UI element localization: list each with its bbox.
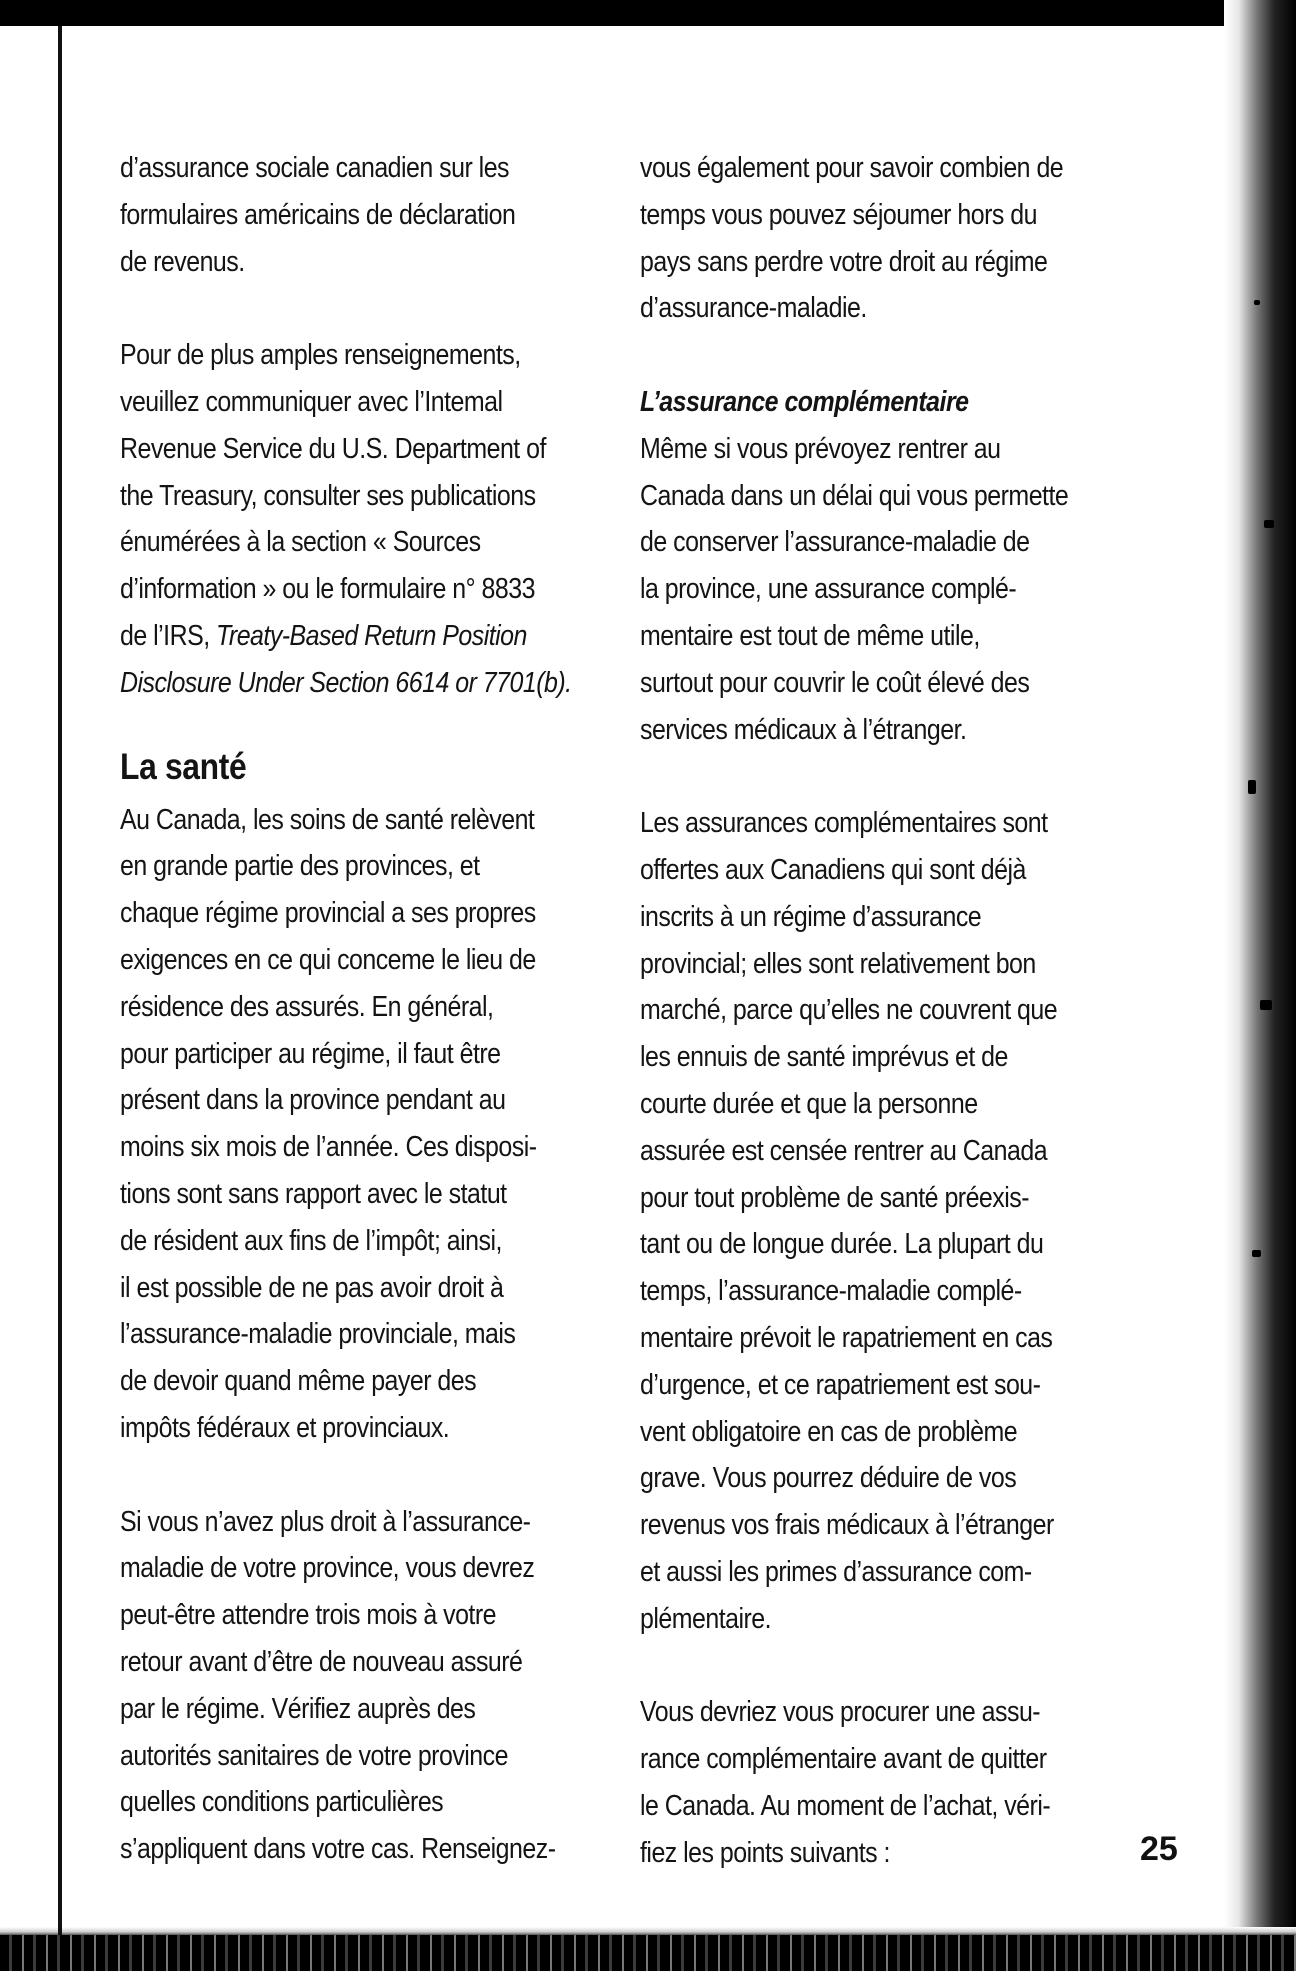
text-line: exigences en ce qui conceme le lieu de	[120, 943, 536, 976]
text-line: surtout pour couvrir le coût élevé des	[640, 666, 1030, 699]
left-column	[120, 145, 572, 1873]
text-line: énumérées à la section « Sources	[120, 526, 481, 559]
paragraph-gap	[640, 332, 1070, 379]
scan-border-top	[0, 0, 1296, 26]
binding-margin-line	[58, 26, 62, 1935]
text-line: présent dans la province pendant au	[120, 1084, 506, 1117]
right-paragraph-2	[640, 426, 1070, 754]
right-paragraph-1	[640, 145, 1070, 332]
text-line: il est possible de ne pas avoir droit à	[120, 1271, 504, 1304]
text-line: impôts fédéraux et provinciaux.	[120, 1411, 450, 1444]
text-line: marché, parce qu’elles ne couvrent que	[640, 994, 1058, 1027]
text-line: de résident aux fins de l’impôt; ainsi,	[120, 1224, 502, 1257]
text-line: vous également pour savoir combien de	[640, 152, 1064, 184]
paragraph-gap	[120, 285, 550, 332]
text-line	[120, 613, 550, 660]
text-line: quelles conditions particulières	[120, 1786, 444, 1819]
text-line: courte durée et que la personne	[640, 1087, 978, 1120]
scan-border-bottom	[0, 1935, 1296, 1971]
right-paragraph-3	[640, 800, 1070, 1642]
publication-title-part-1: Treaty-Based Return Position	[216, 619, 527, 652]
text-line: de revenus.	[120, 245, 245, 278]
text-line: de devoir quand même payer des	[120, 1365, 477, 1398]
text-line: chaque régime provincial a ses propres	[120, 897, 536, 930]
text-line: Les assurances complémentaires sont	[640, 807, 1048, 840]
paragraph-gap	[120, 1452, 550, 1499]
text-line: par le régime. Vérifiez auprès des	[120, 1692, 476, 1725]
text-line: d’urgence, et ce rapatriement est sou-	[640, 1368, 1041, 1401]
text-line: assurée est censée rentrer au Canada	[640, 1134, 1048, 1167]
text-line: et aussi les primes d’assurance com-	[640, 1555, 1032, 1588]
text-line: veuillez communiquer avec l’Intemal	[120, 385, 503, 418]
text-line: d’assurance-maladie.	[640, 292, 867, 325]
text-line: autorités sanitaires de votre province	[120, 1739, 508, 1772]
text-line: revenus vos frais médicaux à l’étranger	[640, 1509, 1054, 1542]
scan-border-right	[1224, 0, 1296, 1971]
scan-border-bottom-edge	[0, 1927, 1296, 1935]
text-line: retour avant d’être de nouveau assuré	[120, 1645, 523, 1678]
text-line: l’assurance-maladie provinciale, mais	[120, 1318, 516, 1351]
text-line: inscrits à un régime d’assurance	[640, 900, 982, 933]
text-line: mentaire est tout de même utile,	[640, 619, 980, 652]
section-heading: La santé	[120, 745, 247, 787]
text-line: maladie de votre province, vous devrez	[120, 1552, 535, 1585]
left-paragraph-4	[120, 1499, 556, 1873]
text-line: Revenue Service du U.S. Department of	[120, 432, 546, 465]
text-fragment: de l’IRS,	[120, 619, 217, 652]
text-line: temps vous pouvez séjoumer hors du	[640, 198, 1037, 231]
text-line: plémentaire.	[640, 1602, 772, 1635]
text-line: tions sont sans rapport avec le statut	[120, 1177, 507, 1210]
paragraph-gap	[640, 1643, 1070, 1690]
right-paragraph-4	[640, 1689, 1070, 1876]
text-line: Même si vous prévoyez rentrer au	[640, 432, 1001, 465]
text-line: rance complémentaire avant de quitter	[640, 1743, 1047, 1776]
text-line: mentaire prévoit le rapatriement en cas	[640, 1321, 1053, 1354]
text-line: fiez les points suivants :	[640, 1836, 890, 1869]
text-line: peut-être attendre trois mois à votre	[120, 1599, 496, 1632]
text-line: the Treasury, consulter ses publications	[120, 479, 536, 512]
text-line: Vous devriez vous procurer une assu-	[640, 1696, 1041, 1729]
text-line: d’information » ou le formulaire n° 8833	[120, 573, 535, 606]
page-number: 25	[1140, 1830, 1178, 1868]
text-line: services médicaux à l’étranger.	[640, 713, 967, 746]
left-paragraph-2	[120, 332, 572, 706]
text-line: le Canada. Au moment de l’achat, véri-	[640, 1789, 1051, 1822]
text-line: pays sans perdre votre droit au régime	[640, 245, 1048, 278]
text-line: Canada dans un délai qui vous permette	[640, 479, 1069, 512]
text-line: vent obligatoire en cas de problème	[640, 1415, 1018, 1448]
text-line: les ennuis de santé imprévus et de	[640, 1041, 1008, 1074]
text-line: d’assurance sociale canadien sur les	[120, 152, 510, 184]
text-line: de conserver l’assurance-maladie de	[640, 526, 1030, 559]
paragraph-gap	[640, 753, 1070, 800]
right-column	[640, 145, 1070, 1876]
text-line: formulaires américains de déclaration	[120, 198, 516, 231]
text-line: pour participer au régime, il faut être	[120, 1037, 501, 1070]
text-line: en grande partie des provinces, et	[120, 850, 480, 883]
text-line: résidence des assurés. En général,	[120, 990, 494, 1023]
text-line: Pour de plus amples renseignements,	[120, 339, 521, 372]
publication-title-part-2: Disclosure Under Section 6614 or 7701(b).	[120, 666, 572, 699]
left-paragraph-1	[120, 145, 550, 285]
text-line: la province, une assurance complé-	[640, 573, 1017, 606]
text-line: offertes aux Canadiens qui sont déjà	[640, 853, 1026, 886]
text-line: grave. Vous pourrez déduire de vos	[640, 1462, 1017, 1495]
subsection-heading: L’assurance complémentaire	[640, 385, 969, 418]
text-line: Au Canada, les soins de santé relèvent	[120, 803, 535, 836]
text-line: temps, l’assurance-maladie complé-	[640, 1275, 1022, 1308]
text-line: moins six mois de l’année. Ces disposi-	[120, 1131, 537, 1164]
left-paragraph-3	[120, 797, 550, 1452]
paragraph-gap	[120, 707, 550, 737]
text-line: s’appliquent dans votre cas. Renseignez-	[120, 1833, 556, 1866]
text-line: pour tout problème de santé préexis-	[640, 1181, 1030, 1214]
text-line: Si vous n’avez plus droit à l’assurance-	[120, 1505, 531, 1538]
text-line: provincial; elles sont relativement bon	[640, 947, 1036, 980]
text-line: tant ou de longue durée. La plupart du	[640, 1228, 1044, 1261]
